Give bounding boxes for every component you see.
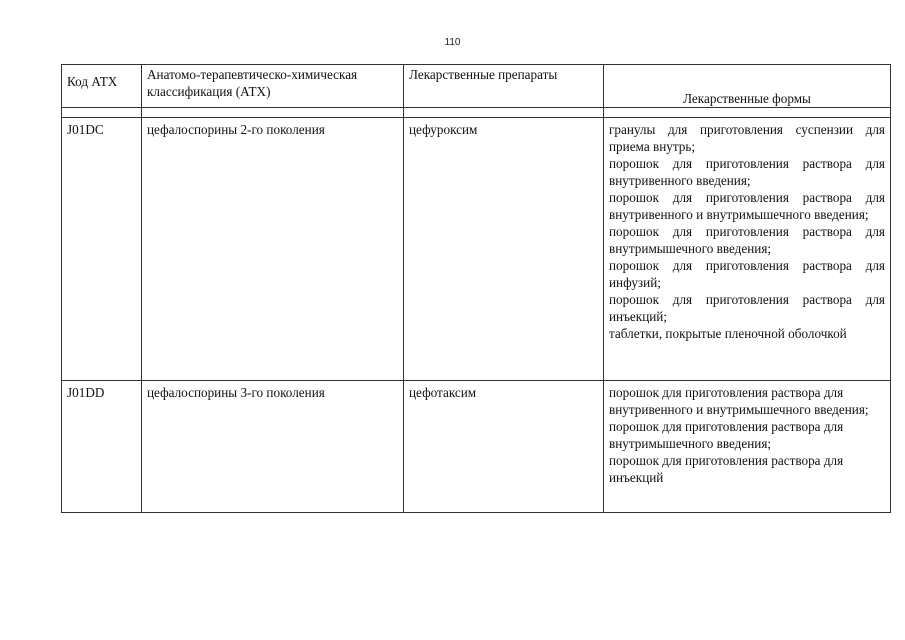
- header-forms: Лекарственные формы: [604, 65, 891, 108]
- header-classification: Анатомо-терапевтическо-химическая классификация (АТХ): [142, 65, 404, 108]
- table-row: [62, 381, 891, 513]
- forms-list: [609, 121, 885, 342]
- table-header-row: [62, 65, 891, 108]
- row-classification: цефалоспорины 2-го поколения: [142, 118, 404, 381]
- spacer-cell: [62, 108, 142, 118]
- row-drug: цефуроксим: [404, 118, 604, 381]
- form-item: порошок для приготовления раствора для инъекций;: [609, 292, 885, 324]
- form-item: порошок для приготовления раствора для внутримышечного введения;: [609, 224, 885, 256]
- forms-list: [609, 384, 885, 486]
- form-item: порошок для приготовления раствора для инъекций: [609, 453, 844, 485]
- row-code: J01DC: [62, 118, 142, 381]
- header-drugs: Лекарственные препараты: [404, 65, 604, 108]
- form-item: порошок для приготовления раствора для инфузий;: [609, 258, 885, 290]
- row-classification: цефалоспорины 3-го поколения: [142, 381, 404, 513]
- header-code: Код АТХ: [62, 65, 142, 108]
- form-item: порошок для приготовления раствора для внутримышечного введения;: [609, 419, 844, 451]
- row-code: J01DD: [62, 381, 142, 513]
- form-item: порошок для приготовления раствора для внутривенного введения;: [609, 156, 885, 188]
- form-item: гранулы для приготовления суспензии для приема внутрь;: [609, 122, 885, 154]
- form-item: порошок для приготовления раствора для внутривенного и внутримышечного введения;: [609, 190, 885, 222]
- row-forms: [604, 381, 891, 513]
- form-item: порошок для приготовления раствора для внутривенного и внутримышечного введения;: [609, 385, 869, 417]
- spacer-cell: [604, 108, 891, 118]
- row-forms: [604, 118, 891, 381]
- page-number: 110: [444, 37, 461, 48]
- atx-table: [61, 64, 891, 513]
- table-row: [62, 118, 891, 381]
- table-spacer-row: [62, 108, 891, 118]
- spacer-cell: [404, 108, 604, 118]
- row-drug: цефотаксим: [404, 381, 604, 513]
- spacer-cell: [142, 108, 404, 118]
- form-item: таблетки, покрытые пленочной оболочкой: [609, 326, 847, 341]
